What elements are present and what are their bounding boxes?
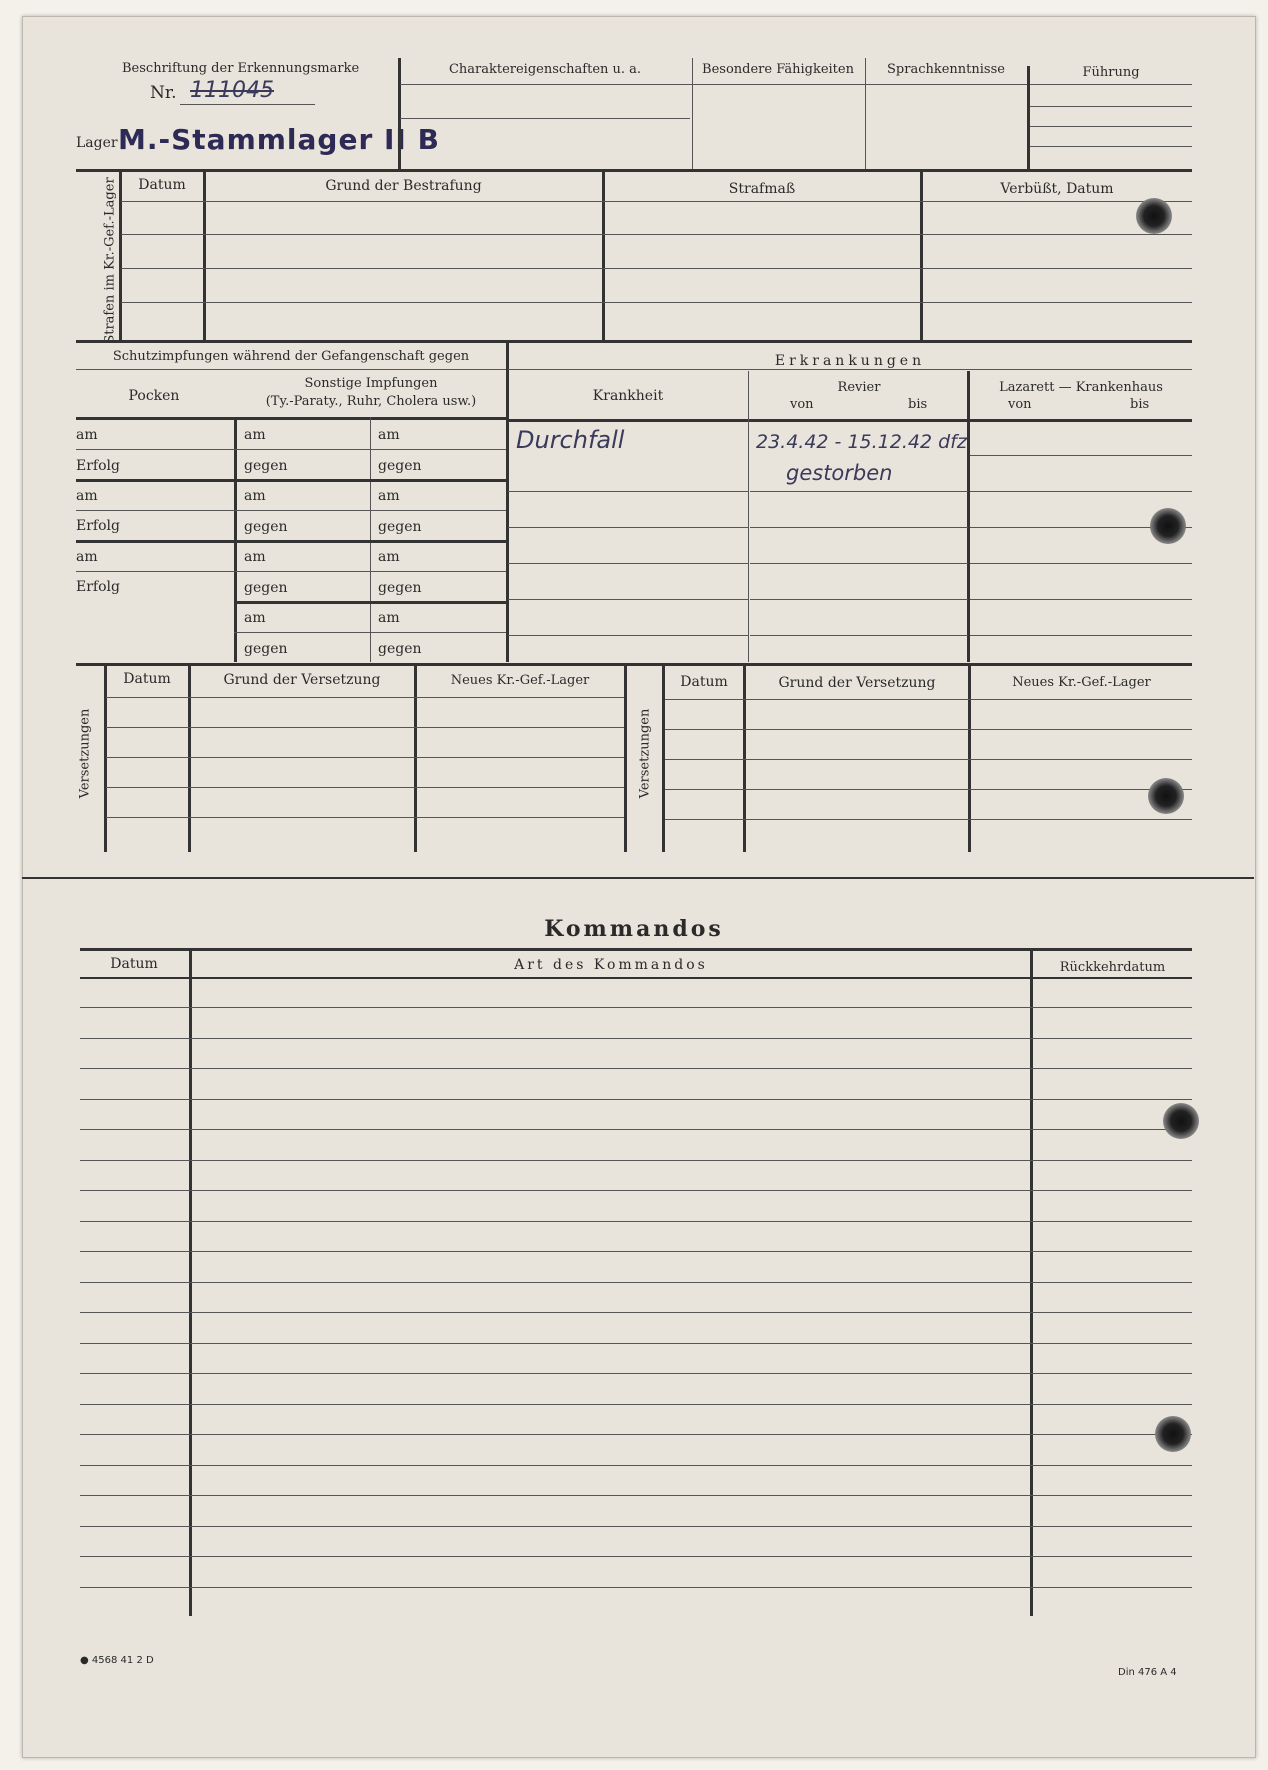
- other-gegen-4b: gegen: [378, 641, 422, 657]
- other-am-4b: am: [378, 610, 400, 626]
- lazarett-von: von: [1008, 397, 1032, 412]
- other-gegen-2b: gegen: [378, 519, 422, 535]
- nr-value: 111045: [190, 78, 274, 103]
- punch-hole: [1155, 1416, 1191, 1452]
- revier-von: von: [790, 397, 814, 412]
- punch-hole: [1136, 198, 1172, 234]
- other-gegen-1a: gegen: [244, 458, 288, 474]
- kommando-row-line: [80, 1556, 1192, 1557]
- other-am-2a: am: [244, 488, 266, 504]
- kommando-row-line: [80, 1434, 1192, 1435]
- fold-line: [22, 877, 1254, 879]
- nr-label: Nr.: [150, 83, 177, 103]
- pocken-am-3: am: [76, 549, 98, 565]
- vacc-title: Schutzimpfungen während der Gefangenschaft gegen: [112, 349, 470, 364]
- lager-label: Lager: [76, 135, 118, 151]
- kommando-col-return: Rückkehrdatum: [1059, 960, 1166, 975]
- kommando-row-line: [80, 1129, 1192, 1130]
- illness-col-illness: Krankheit: [592, 388, 664, 404]
- kommando-row-line: [80, 1312, 1192, 1313]
- kommandos-title: Kommandos: [544, 916, 724, 942]
- nr-underline: [180, 104, 315, 105]
- punish-col-date: Datum: [138, 177, 186, 193]
- transfer-col-new-right: Neues Kr.-Gef.-Lager: [1012, 675, 1151, 690]
- kommando-row-line: [80, 1587, 1192, 1588]
- kommando-row-line: [80, 1007, 1192, 1008]
- other-gegen-2a: gegen: [244, 519, 288, 535]
- kommando-row-line: [80, 1038, 1192, 1039]
- other-gegen-3b: gegen: [378, 580, 422, 596]
- punch-hole: [1148, 778, 1184, 814]
- illness-col-lazarett: Lazarett — Krankenhaus: [999, 380, 1163, 395]
- kommando-row-line: [80, 1373, 1192, 1374]
- din-label: Din 476 A 4: [1118, 1667, 1177, 1678]
- col-conduct: Führung: [1082, 65, 1140, 80]
- punishments-side-label: Strafen im Kr.-Gef.-Lager: [102, 177, 118, 344]
- transfers-side-label-left: Versetzungen: [77, 708, 93, 799]
- vacc-col-other-sub: (Ty.-Paraty., Ruhr, Cholera usw.): [265, 394, 477, 409]
- illness-col-revier: Revier: [837, 380, 881, 395]
- illness-entry: Durchfall: [516, 426, 625, 454]
- camp-stamp: M.-Stammlager II B: [118, 123, 440, 156]
- other-gegen-1b: gegen: [378, 458, 422, 474]
- illness-title: Erkrankungen: [774, 353, 926, 369]
- col-character: Charaktereigenschaften u. a.: [448, 62, 642, 77]
- pocken-erfolg-3: Erfolg: [76, 579, 120, 595]
- pocken-erfolg-1: Erfolg: [76, 458, 120, 474]
- kommando-row-line: [80, 1068, 1192, 1069]
- other-gegen-4a: gegen: [244, 641, 288, 657]
- index-card-sheet: [22, 16, 1256, 1758]
- kommando-row-line: [80, 1343, 1192, 1344]
- kommando-row-line: [80, 1160, 1192, 1161]
- transfers-side-label-right: Versetzungen: [637, 708, 653, 799]
- pocken-am-2: am: [76, 488, 98, 504]
- punish-col-reason: Grund der Bestrafung: [325, 178, 482, 194]
- kommando-row-line: [80, 1526, 1192, 1527]
- revier-entry: 23.4.42 - 15.12.42 dfz: [756, 431, 967, 453]
- kommando-row-line: [80, 1404, 1192, 1405]
- vacc-col-pocken: Pocken: [128, 388, 180, 404]
- tag-label: Beschriftung der Erkennungsmarke: [122, 61, 360, 76]
- other-am-4a: am: [244, 610, 266, 626]
- kommando-row-line: [80, 1282, 1192, 1283]
- other-gegen-3a: gegen: [244, 580, 288, 596]
- punch-hole: [1163, 1103, 1199, 1139]
- other-am-2b: am: [378, 488, 400, 504]
- print-code: ● 4568 41 2 D: [80, 1655, 154, 1666]
- vacc-col-other: Sonstige Impfungen: [304, 376, 438, 391]
- kommando-col-date: Datum: [110, 956, 158, 972]
- lazarett-bis: bis: [1130, 397, 1150, 412]
- punishments-top-rule: [76, 169, 1192, 172]
- kommando-col-type: Art des Kommandos: [514, 957, 708, 973]
- transfer-col-date-right: Datum: [680, 674, 728, 690]
- kommando-row-line: [80, 1495, 1192, 1496]
- pocken-am-1: am: [76, 427, 98, 443]
- transfers-top-rule: [76, 663, 1192, 666]
- kommando-row-line: [80, 1221, 1192, 1222]
- kommando-row-line: [80, 1465, 1192, 1466]
- kommando-row-line: [80, 1251, 1192, 1252]
- pocken-erfolg-2: Erfolg: [76, 518, 120, 534]
- col-languages: Sprachkenntnisse: [887, 62, 1005, 77]
- punch-hole: [1150, 508, 1186, 544]
- transfer-col-reason-right: Grund der Versetzung: [778, 675, 936, 691]
- kommando-row-line: [80, 1099, 1192, 1100]
- col-skills: Besondere Fähigkeiten: [702, 62, 854, 77]
- revier-note: gestorben: [786, 461, 893, 485]
- punish-col-served: Verbüßt, Datum: [1000, 181, 1114, 197]
- transfer-col-reason-left: Grund der Versetzung: [223, 672, 381, 688]
- transfer-col-date-left: Datum: [123, 671, 171, 687]
- transfer-col-new-left: Neues Kr.-Gef.-Lager: [450, 673, 590, 688]
- revier-bis: bis: [908, 397, 928, 412]
- other-am-3a: am: [244, 549, 266, 565]
- other-am-3b: am: [378, 549, 400, 565]
- other-am-1a: am: [244, 427, 266, 443]
- other-am-1b: am: [378, 427, 400, 443]
- kommando-row-line: [80, 1190, 1192, 1191]
- punish-col-measure: Strafmaß: [728, 181, 796, 197]
